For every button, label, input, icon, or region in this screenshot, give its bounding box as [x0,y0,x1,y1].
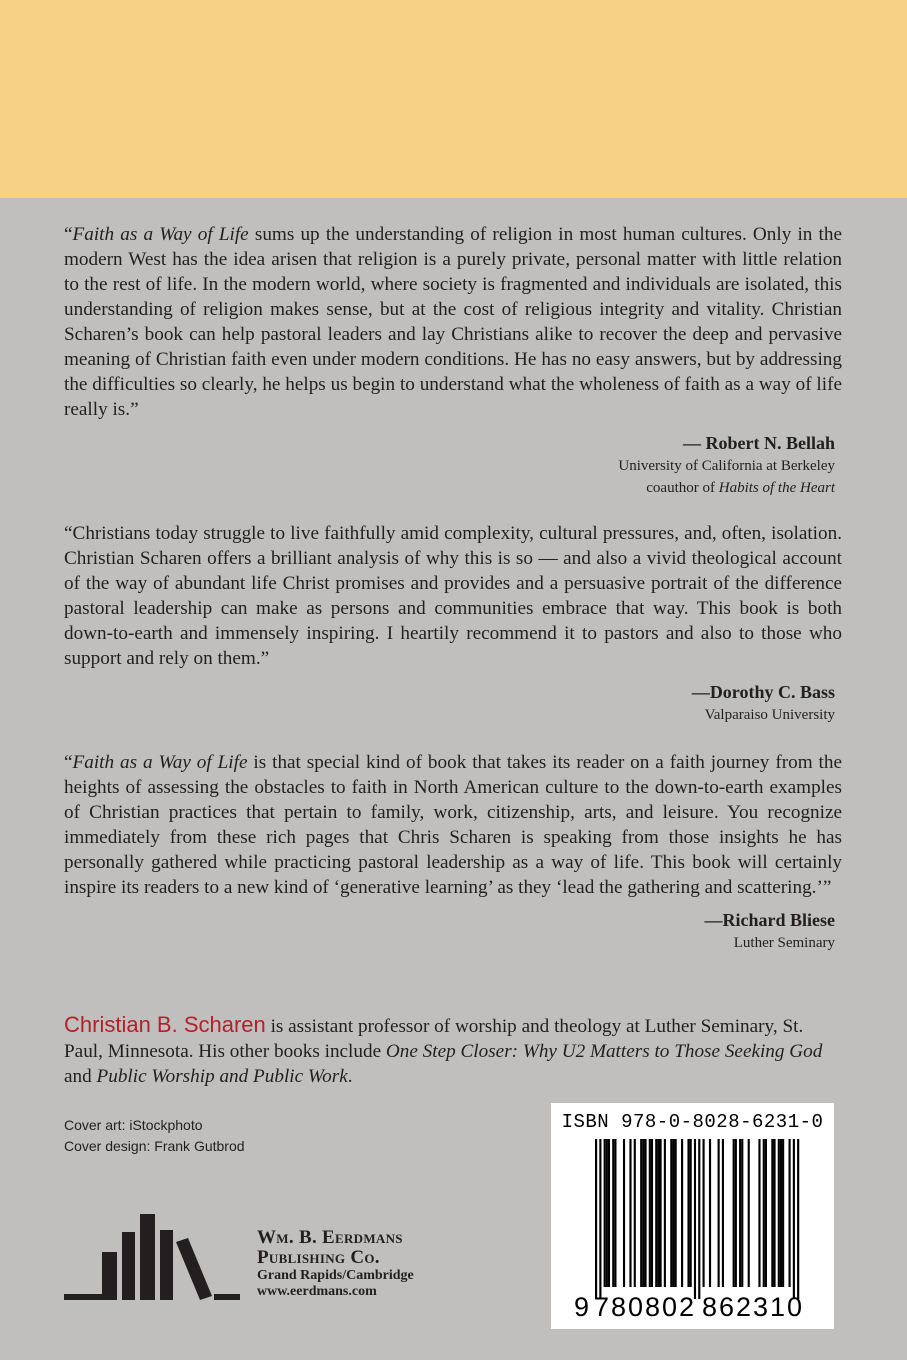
barcode-bar [793,1139,795,1299]
attribution-bellah [618,431,835,499]
barcode-bar [687,1139,689,1287]
barcode-bar [614,1139,616,1287]
barcode-bar [675,1139,677,1287]
barcode-bar [664,1139,666,1287]
barcode-bar [640,1139,642,1287]
bio-text: and [64,1066,97,1087]
cover-design-credit: Cover design: Frank Gutbrod [64,1138,245,1154]
publisher-name-line1: Wm. B. Eerdmans [257,1227,403,1248]
quote-book-title: Faith as a Way of Life [72,752,248,773]
attribution-bliese [705,908,836,954]
coauthor-book-title: Habits of the Heart [718,480,835,496]
quote-bliese: “Faith as a Way of Life is that special kind of book that takes its reader on a faith journey from the heights of assessing the obstacles to faith in North American culture to the down-to-earth examples of Christian practices that pertain to family, work, citizenship, arts, and leisure. You recognize immediately from these rich pages that Chris Scharen is speaking from those insights he has personally gathered while practicing pastoral leadership as a way of life. This book will certainly inspire its readers to a new kind of ‘generative learning’ as they ‘lead the gathering and scattering.’” [64,752,842,898]
barcode-bar [670,1139,672,1287]
barcode-bar [644,1139,646,1287]
barcode-bar [698,1139,700,1299]
barcode-bar [655,1139,657,1287]
barcode-bar [748,1139,750,1287]
publisher-website: www.eerdmans.com [257,1284,377,1299]
barcode-bar [608,1139,610,1287]
barcode-bar [718,1139,720,1287]
barcode-bar [657,1139,659,1287]
barcode-bar [773,1139,775,1287]
quote-text: “Christians today struggle to live faithfully amid complexity, cultural pressures, and, often, isolation. Christian Scharen offers a brilliant analysis of why this is so — and also a vivid theological account of the way of abundant life Christ promises and provides and a persuasive portrait of the difference pastoral leadership can make as persons and communities embrace that way. This book is both down-to-earth and immensely inspiring. I heartily recommend it to pastors and also to those who support and rely on them.” [64,523,842,669]
bio-book-title: Public Worship and Public Work [96,1066,348,1087]
barcode-bar [681,1139,683,1287]
barcode-bar [629,1139,631,1287]
attribution-name: —Dorothy C. Bass [691,682,835,702]
barcode-bar [789,1139,791,1287]
attribution-coauthor [618,477,835,499]
publisher-location: Grand Rapids/Cambridge [257,1268,414,1283]
barcode-bar [649,1139,651,1287]
isbn-barcode [551,1103,834,1329]
quote-text: is that special kind of book that takes its reader on a faith journey from the heights of assessing the obstacles to faith in North American culture to the down-to-earth examples of Christian practices that pertain to family, work, citizenship, arts, and leisure. You recognize immediately from these rich pages that Chris Scharen is speaking from those insights he has personally gathered while practicing pastoral leadership as a way of life. This book will certainly inspire its readers to a new kind of ‘generative learning’ as they ‘lead the gathering and scattering.’” [64,752,842,898]
barcode-bar [780,1139,782,1287]
isbn-label: ISBN 978-0-8028-6231-0 [561,1111,824,1133]
coauthor-prefix: coauthor of [646,480,719,496]
top-color-band [0,0,907,198]
barcode-bar [612,1139,614,1287]
quote-bellah: “Faith as a Way of Life sums up the understanding of religion in most human cultures. Only in the modern West has the idea arisen that religion is a purely private, personal matter with little relation to the rest of life. In the modern world, where society is fragmented and individuals are isolated, this understanding of religion makes sense, but at the cost of religious integrity and vitality. Christian Scharen’s book can help pastoral leaders and lay Christians alike to recover the deep and pervasive meaning of Christian faith even under modern conditions. He has no easy answers, but by addressing the difficulties so clearly, he helps us begin to understand what the wholeness of faith as a way of life really is.” [64,224,842,420]
barcode-bar [763,1139,765,1287]
attribution-affiliation: University of California at Berkeley [618,458,835,474]
publisher-logo-icon [64,1212,244,1302]
attribution-bass [692,680,835,726]
quote-text: sums up the understanding of religion in most human cultures. Only in the modern West has the idea arisen that religion is a purely private, personal matter with little relation to the rest of life. In the modern world, where society is fragmented and individuals are isolated, this understanding of religion makes sense, but at the cost of religious integrity and vitality. Christian Scharen’s book can help pastoral leaders and lay Christians alike to recover the deep and pervasive meaning of Christian faith even under modern conditions. He has no easy answers, but by addressing the difficulties so clearly, he helps us begin to understand what the wholeness of faith as a way of life really is.” [64,224,842,420]
attribution-affiliation: Valparaiso University [704,707,835,723]
barcode-bar [595,1139,597,1299]
barcode-bar [606,1139,608,1287]
barcode-digits-left: 780802 [593,1292,697,1322]
barcode-bar [703,1139,705,1287]
barcode-bar [690,1139,692,1287]
author-name: Christian B. Scharen [64,1012,266,1037]
quote-book-title: Faith as a Way of Life [72,224,249,245]
barcode-digits-right: 862310 [701,1292,805,1322]
publisher-name-line2: Publishing Co. [257,1247,380,1268]
barcode-bar [765,1139,767,1287]
bio-text: is assistant professor of worship and theology at Luther Seminary, St. Paul, Minnesota. His other books include [64,1016,804,1062]
barcode-bar [797,1139,799,1299]
barcode-bar [739,1139,741,1287]
barcode-bar [634,1139,636,1287]
publisher-name-block [257,1228,414,1300]
barcode-bar [735,1139,737,1287]
author-bio [64,1012,842,1089]
barcode-bar [778,1139,780,1287]
barcode-bar [722,1139,724,1287]
barcode-bar [660,1139,662,1287]
barcode-bar [642,1139,644,1287]
attribution-affiliation: Luther Seminary [733,935,835,951]
barcode-bars [551,1103,834,1329]
cover-credits [64,1115,245,1157]
barcode-bar [758,1139,760,1287]
attribution-name: —Richard Bliese [704,910,835,930]
barcode-bar [604,1139,606,1287]
cover-art-credit: Cover art: iStockphoto [64,1117,203,1133]
barcode-bar [709,1139,711,1287]
barcode-bar [623,1139,625,1287]
bio-text: . [347,1066,353,1087]
barcode-bar [741,1139,743,1287]
barcode-bar [771,1139,773,1287]
barcode-bar [651,1139,653,1287]
barcode-bar [694,1139,696,1299]
quote-bass [64,521,842,671]
attribution-name: — Robert N. Bellah [683,433,835,453]
bio-book-title: One Step Closer: Why U2 Matters to Those Seeking God [385,1041,823,1062]
barcode-bar [599,1139,601,1299]
barcode-digit-lead: 9 [574,1292,590,1322]
barcode-bar [672,1139,674,1287]
barcode-bar [782,1139,784,1287]
barcode-bar [733,1139,735,1287]
